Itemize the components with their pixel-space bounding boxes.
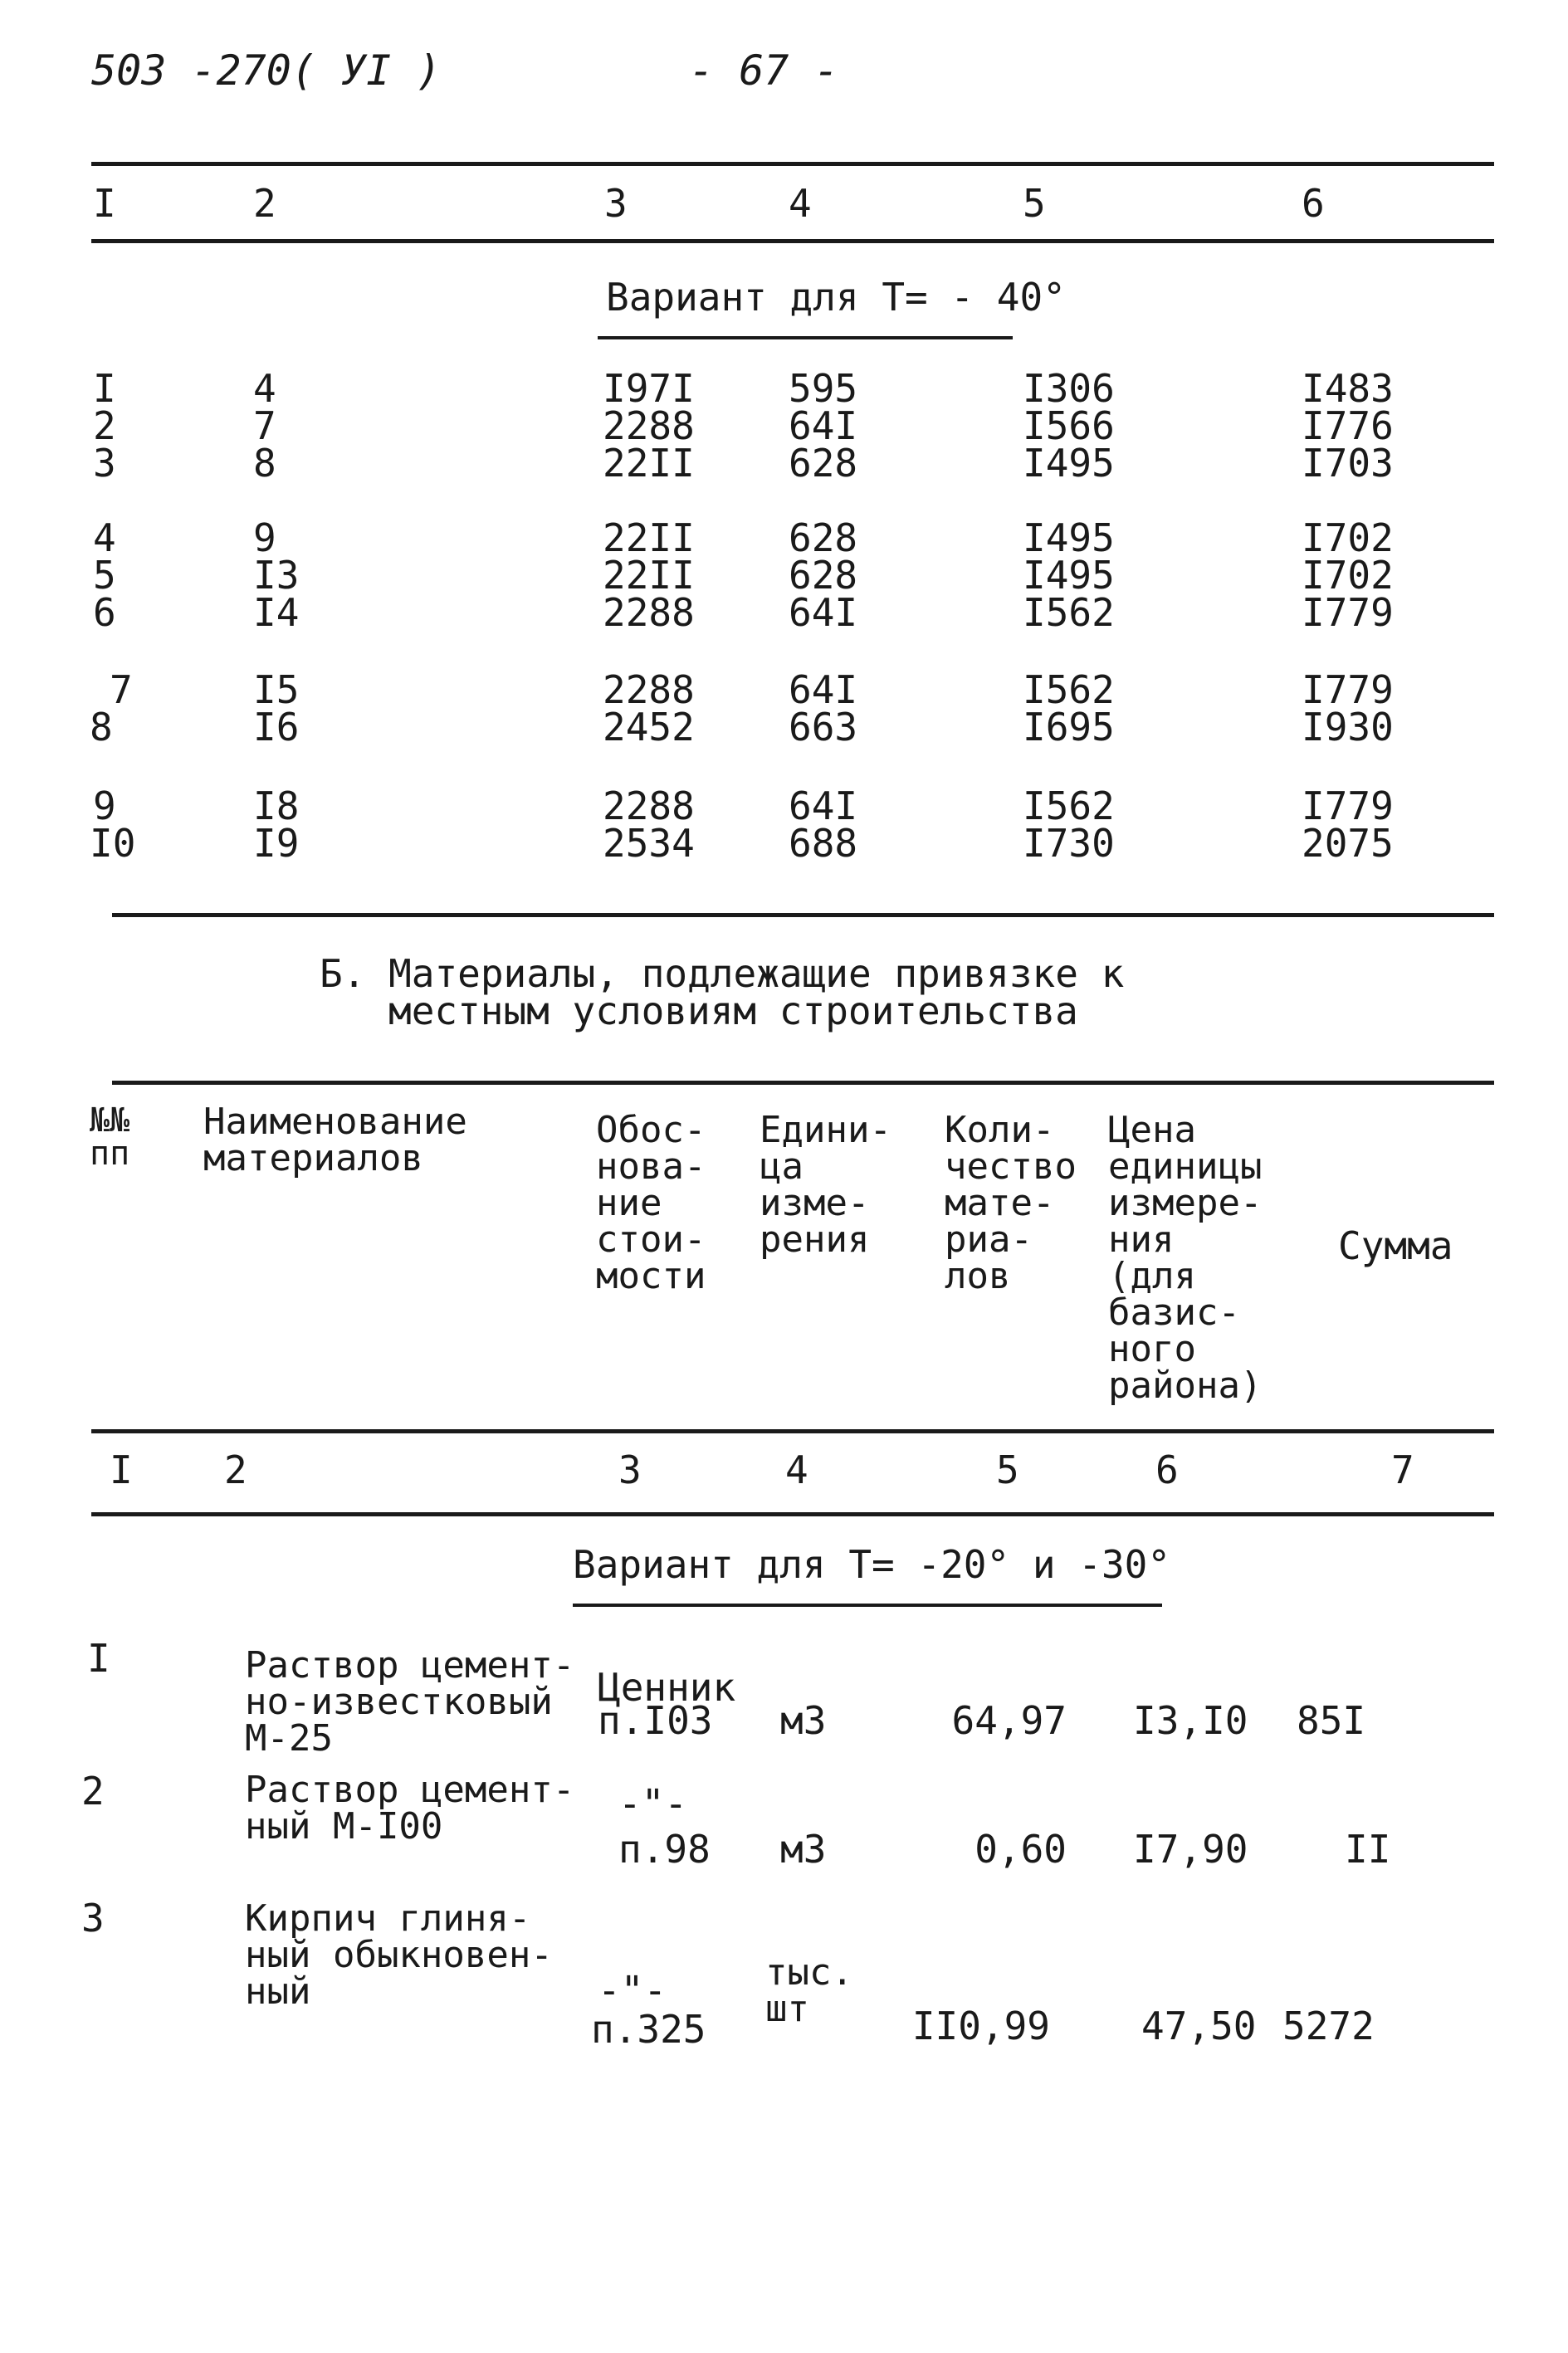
cell-row-number: 3 bbox=[81, 1896, 105, 1940]
table1-bottom-rule bbox=[112, 913, 1494, 917]
header-number: №№ пп bbox=[90, 1101, 130, 1173]
cell-material-name: Кирпич глиня- ный обыкновен- ный bbox=[245, 1897, 553, 2013]
cell-row-number: 5 bbox=[93, 553, 116, 598]
cell-col2: 7 bbox=[253, 403, 276, 448]
cell-col2: I9 bbox=[253, 821, 300, 866]
cell-col2: 9 bbox=[253, 515, 276, 560]
cell-sum: 85I bbox=[1297, 1698, 1366, 1743]
column-number: I bbox=[110, 1447, 133, 1492]
cell-col4: 64I bbox=[789, 403, 858, 448]
column-number: I bbox=[93, 181, 116, 226]
cell-col5: I695 bbox=[1023, 705, 1115, 749]
cell-col5: I562 bbox=[1023, 784, 1115, 828]
cell-col3: 2288 bbox=[603, 784, 695, 828]
column-number: 5 bbox=[996, 1447, 1019, 1492]
cell-row-number: 3 bbox=[93, 441, 116, 486]
cell-quantity: 0,60 bbox=[975, 1827, 1067, 1872]
cell-col3: 2288 bbox=[603, 590, 695, 635]
cell-col6: I779 bbox=[1302, 667, 1394, 712]
cell-sum: II bbox=[1345, 1827, 1391, 1872]
column-number: 3 bbox=[618, 1447, 642, 1492]
cell-material-name: Раствор цемент- ный М-I00 bbox=[245, 1769, 575, 1848]
cell-material-name: Раствор цемент- но-известковый М-25 bbox=[245, 1644, 575, 1760]
cell-col3: 22II bbox=[603, 515, 695, 560]
cell-row-number: 4 bbox=[93, 515, 116, 560]
cell-row-number: 8 bbox=[90, 705, 113, 749]
column-number: 3 bbox=[604, 181, 628, 226]
cell-cost-basis: -"- bbox=[598, 1968, 667, 2013]
cell-row-number: 6 bbox=[93, 590, 116, 635]
cell-col4: 628 bbox=[789, 515, 858, 560]
section-b-title: Б. Материалы, подлежащие привязке к bbox=[320, 951, 1125, 996]
column-number: 2 bbox=[253, 181, 276, 226]
table2-top-rule bbox=[112, 1081, 1494, 1085]
cell-unit-price: I3,I0 bbox=[1133, 1698, 1248, 1743]
cell-unit: тыс. шт bbox=[765, 1951, 853, 2030]
cell-col4: 595 bbox=[789, 366, 858, 411]
cell-cost-basis: Ценник bbox=[598, 1665, 736, 1710]
column-number: 4 bbox=[789, 181, 812, 226]
cell-col3: I97I bbox=[603, 366, 695, 411]
cell-quantity: II0,99 bbox=[911, 2004, 1050, 2048]
cell-col5: I495 bbox=[1023, 441, 1115, 486]
cell-col3: 22II bbox=[603, 441, 695, 486]
cell-col3: 2288 bbox=[603, 403, 695, 448]
cell-col3: 2452 bbox=[603, 705, 695, 749]
cell-row-number: 7 bbox=[110, 667, 133, 712]
cell-col4: 64I bbox=[789, 590, 858, 635]
cell-cost-basis: п.325 bbox=[591, 2007, 706, 2052]
header-quantity: Коли- чество мате- риа- лов bbox=[945, 1109, 1077, 1297]
column-number: 6 bbox=[1302, 181, 1325, 226]
cell-col5: I306 bbox=[1023, 366, 1115, 411]
cell-row-number: 9 bbox=[93, 784, 116, 828]
table2-header-rule bbox=[91, 1429, 1494, 1433]
cell-col3: 2534 bbox=[603, 821, 695, 866]
page-number: - 67 - bbox=[689, 46, 839, 95]
cell-col6: I779 bbox=[1302, 784, 1394, 828]
cell-col6: I930 bbox=[1302, 705, 1394, 749]
cell-cost-basis: -"- bbox=[618, 1781, 688, 1826]
cell-cost-basis: п.98 bbox=[618, 1827, 711, 1872]
table2-numbers-rule bbox=[91, 1512, 1494, 1516]
cell-col6: I703 bbox=[1302, 441, 1394, 486]
cell-row-number: I bbox=[87, 1636, 110, 1681]
column-number: 7 bbox=[1391, 1447, 1414, 1492]
cell-col6: I702 bbox=[1302, 553, 1394, 598]
cell-sum: 5272 bbox=[1282, 2004, 1375, 2048]
column-number: 2 bbox=[224, 1447, 247, 1492]
cell-col4: 64I bbox=[789, 784, 858, 828]
cell-unit-price: 47,50 bbox=[1141, 2004, 1257, 2048]
cell-col5: I562 bbox=[1023, 590, 1115, 635]
document-code: 503 -270( УI ) bbox=[91, 46, 442, 95]
header-unit: Едини- ца изме- рения bbox=[760, 1109, 891, 1261]
cell-row-number: 2 bbox=[81, 1769, 105, 1814]
cell-col4: 64I bbox=[789, 667, 858, 712]
cell-cost-basis: п.I03 bbox=[598, 1698, 713, 1743]
cell-row-number: I bbox=[93, 366, 116, 411]
cell-unit: м3 bbox=[780, 1827, 827, 1872]
cell-col2: I6 bbox=[253, 705, 300, 749]
cell-row-number: I0 bbox=[90, 821, 136, 866]
cell-col5: I730 bbox=[1023, 821, 1115, 866]
table1-header-rule bbox=[91, 239, 1494, 243]
variant-underline bbox=[573, 1604, 1162, 1607]
cell-col5: I562 bbox=[1023, 667, 1115, 712]
cell-quantity: 64,97 bbox=[951, 1698, 1067, 1743]
cell-col4: 688 bbox=[789, 821, 858, 866]
cell-col3: 22II bbox=[603, 553, 695, 598]
column-number: 4 bbox=[785, 1447, 808, 1492]
cell-col2: I4 bbox=[253, 590, 300, 635]
cell-col4: 628 bbox=[789, 441, 858, 486]
cell-col6: I483 bbox=[1302, 366, 1394, 411]
cell-col2: 4 bbox=[253, 366, 276, 411]
cell-col2: 8 bbox=[253, 441, 276, 486]
header-unit-price: Цена единицы измере- ния (для базис- ного района) bbox=[1108, 1109, 1263, 1407]
cell-col6: I702 bbox=[1302, 515, 1394, 560]
cell-col5: I495 bbox=[1023, 515, 1115, 560]
variant-label: Вариант для Т= -20° и -30° bbox=[573, 1542, 1171, 1587]
cell-col5: I566 bbox=[1023, 403, 1115, 448]
cell-col5: I495 bbox=[1023, 553, 1115, 598]
section-b-subtitle: местным условиям строительства bbox=[388, 989, 1078, 1033]
column-number: 5 bbox=[1023, 181, 1046, 226]
cell-col2: I8 bbox=[253, 784, 300, 828]
cell-row-number: 2 bbox=[93, 403, 116, 448]
cell-col4: 628 bbox=[789, 553, 858, 598]
cell-col3: 2288 bbox=[603, 667, 695, 712]
header-sum: Сумма bbox=[1338, 1223, 1453, 1268]
cell-col2: I3 bbox=[253, 553, 300, 598]
cell-col2: I5 bbox=[253, 667, 300, 712]
cell-unit: м3 bbox=[780, 1698, 827, 1743]
variant-label: Вариант для Т= - 40° bbox=[606, 275, 1066, 320]
cell-unit-price: I7,90 bbox=[1133, 1827, 1248, 1872]
header-cost-basis: Обос- нова- ние стои- мости bbox=[596, 1109, 706, 1297]
cell-col4: 663 bbox=[789, 705, 858, 749]
cell-col6: I776 bbox=[1302, 403, 1394, 448]
table1-top-rule bbox=[91, 162, 1494, 166]
cell-col6: 2075 bbox=[1302, 821, 1394, 866]
column-number: 6 bbox=[1155, 1447, 1179, 1492]
header-material-name: Наименование материалов bbox=[203, 1101, 467, 1179]
variant-underline bbox=[598, 336, 1013, 339]
cell-col6: I779 bbox=[1302, 590, 1394, 635]
